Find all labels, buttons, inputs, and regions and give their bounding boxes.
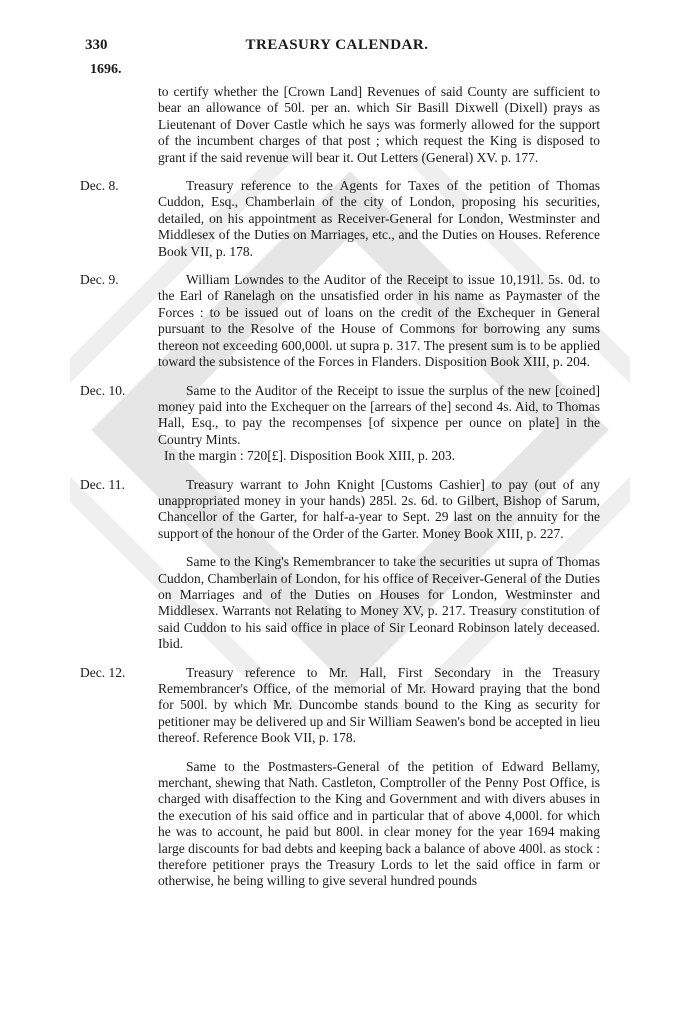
page-header [0,0,674,77]
entry-text [158,477,600,653]
entry-date: Dec. 10. [80,382,126,398]
entry-date: Dec. 12. [80,664,126,680]
entry-text [158,665,600,890]
entry-continued [80,84,600,166]
entry-paragraph: Same to the King's Remembrancer to take the securities ut supra of Thomas Cuddon, Chamberlain of London, for his office of Receiver-General of the Duties on Marriages and of the Duties on Houses for London, Westminster and Middlesex. Warrants not Relating to Money XV, p. 217. Treasury constitution of said Cuddon to his said office in place of Sir Leonard Robinson lately deceased. Ibid. [158,554,600,652]
running-title: TREASURY CALENDAR. [245,37,429,53]
margin-note: In the margin : 720[£]. Disposition Book XIII, p. 203. [164,448,456,464]
entry-dec-8 [80,178,600,260]
entry-paragraph: Same to the Postmasters-General of the petition of Edward Bellamy, merchant, shewing that Nath. Castleton, Comptroller of the Penny Post Office, is charged with disaffection to the King and Government and with divers abuses in the execution of his said office and in particular that of above 4,000l. for which he was to account, he paid but 800l. in clear money for the year 1694 making large discounts for bad debts and keeping back a balance of above 400l. as stock : therefore petitioner prays the Treasury Lords to let the said office in farm or otherwise, he being willing to give several hundred pounds [158,758,600,889]
entry-date: Dec. 11. [80,476,125,492]
entry-date: Dec. 9. [80,272,119,288]
entry-text [158,84,600,166]
page-number: 330 [85,37,108,53]
entry-paragraph: Treasury reference to Mr. Hall, First Secondary in the Treasury Remembrancer's Office, of the memorial of Mr. Howard praying that the bond for 500l. by which Mr. Duncombe stands bound to the King as security for petitioner may be delivered up and Sir William Seawen's bond be accepted in lieu thereof. Reference Book VII, p. 178. [158,664,600,746]
entry-dec-12 [80,665,600,890]
entry-paragraph: William Lowndes to the Auditor of the Receipt to issue 10,191l. 5s. 0d. to the Earl of Ranelagh on the unsatisfied order in his name as Paymaster of the Forces : to be issued out of loans on the credit of the Exchequer in General pursuant to the Resolve of the House of Commons for borrowing any sums thereon not exceeding 600,000l. ut supra p. 317. The present sum is to be applied toward the subsistence of the Forces in Flanders. Disposition Book XIII, p. 204. [158,272,600,370]
entry-text [158,383,600,465]
entry-paragraph: Same to the Auditor of the Receipt to issue the surplus of the new [coined] money paid into the Exchequer on the [arrears of the] second 4s. Aid, to Thomas Hall, Esq., to pay the recompenses [of sixpence per ounce on plate] in the Country Mints. [158,382,600,447]
entry-text [158,272,600,370]
entry-dec-10 [80,383,600,465]
entry-date: Dec. 8. [80,178,119,194]
calendar-body [80,84,600,902]
entry-paragraph: Treasury warrant to John Knight [Customs Cashier] to pay (out of any unappropriated money in your hands) 285l. 2s. 6d. to Gilbert, Bishop of Sarum, Chancellor of the Garter, for half-a-year to Sept. 29 last on the annuity for the support of the honour of the Order of the Garter. Money Book XIII, p. 227. [158,476,600,541]
year-label: 1696. [90,62,122,77]
entry-dec-9 [80,272,600,370]
entry-paragraph: to certify whether the [Crown Land] Revenues of said County are sufficient to bear an allowance of 50l. per an. which Sir Basill Dixwell (Dixell) prays as Lieutenant of Dover Castle which he says was formerly allowed for the support of the incumbent charges of that post ; which request the King is disposed to grant if the said revenue will bear it. Out Letters (General) XV. p. 177. [158,84,600,165]
entry-paragraph: Treasury reference to the Agents for Taxes of the petition of Thomas Cuddon, Esq., Chamberlain of the city of London, proposing his securities, detailed, on his appointment as Receiver-General for London, Westminster and Middlesex of the Duties on Marriages, etc., and the Duties on Houses. Reference Book VII, p. 178. [158,178,600,259]
entry-date [80,84,158,166]
entry-dec-11 [80,477,600,653]
entry-text [158,178,600,260]
